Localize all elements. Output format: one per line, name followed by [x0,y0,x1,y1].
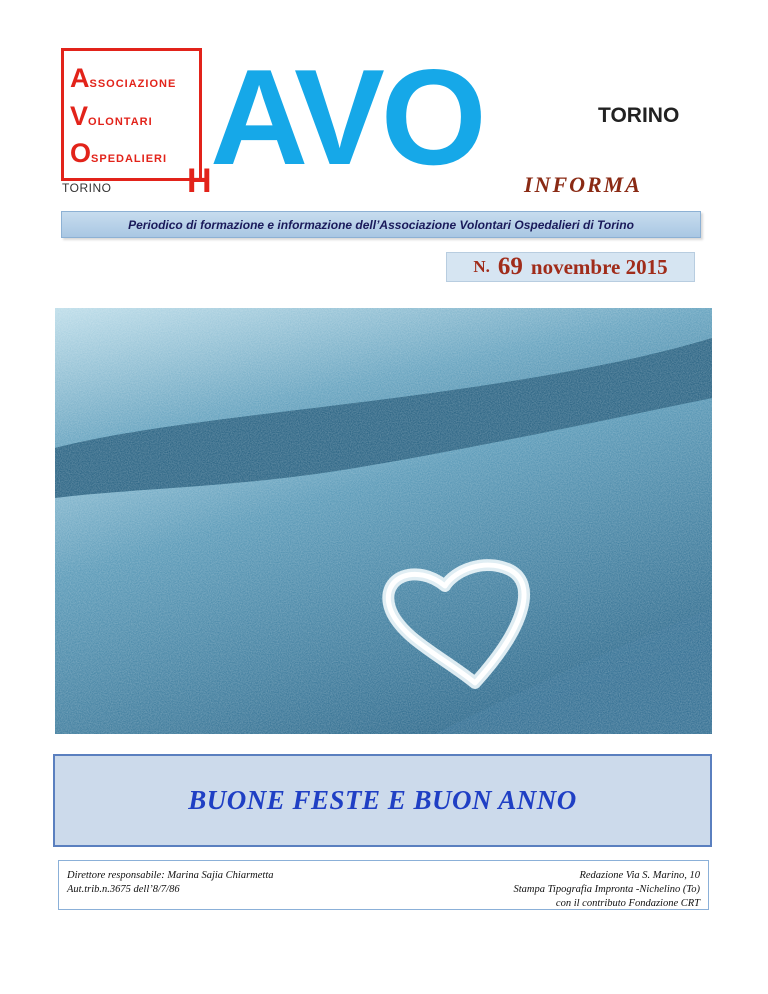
colophon [58,860,709,910]
snow-landscape-image [55,308,712,734]
logo-line-volontari [70,103,153,130]
banner-text: Periodico di formazione e informazione dell’Associazione Volontari Ospedalieri di Torino [128,217,634,232]
logo-line-associazione [70,65,176,92]
issue-prefix: N. [473,257,490,276]
issue-number: 69 [497,253,523,280]
logo-rest-o: SPEDALIERI [91,153,168,165]
masthead-subtitle: INFORMA [524,172,642,197]
issue-date: novembre 2015 [530,254,668,279]
logo-line-ospedalieri [70,140,167,167]
greeting-text: BUONE FESTE E BUON ANNO [188,785,577,815]
colophon-printer: Stampa Tipografia Impronta -Nichelino (To) [513,884,700,895]
association-logo [61,48,202,181]
masthead-city: TORINO [598,104,680,127]
logo-cap-v: V [70,101,89,131]
colophon-director: Direttore responsabile: Marina Sajia Chiarmetta [67,870,274,881]
colophon-editorial-address: Redazione Via S. Marino, 10 [579,870,700,881]
logo-rest-v: OLONTARI [88,116,153,128]
issue-info [446,252,695,282]
logo-rest-a: SSOCIAZIONE [89,78,177,90]
colophon-right [514,869,700,911]
logo-cap-a: A [70,63,90,93]
colophon-sponsor: con il contributo Fondazione CRT [555,898,700,909]
logo-h-letter: H [187,162,212,200]
masthead-title: AVO [210,41,483,193]
logo-city: TORINO [62,181,112,195]
periodical-banner [61,211,701,238]
colophon-authorization: Aut.trib.n.3675 dell’8/7/86 [67,884,180,895]
greeting-box [53,754,712,847]
cover-photo-snow-heart [55,308,712,734]
logo-cap-o: O [70,138,92,168]
colophon-left [67,869,274,897]
